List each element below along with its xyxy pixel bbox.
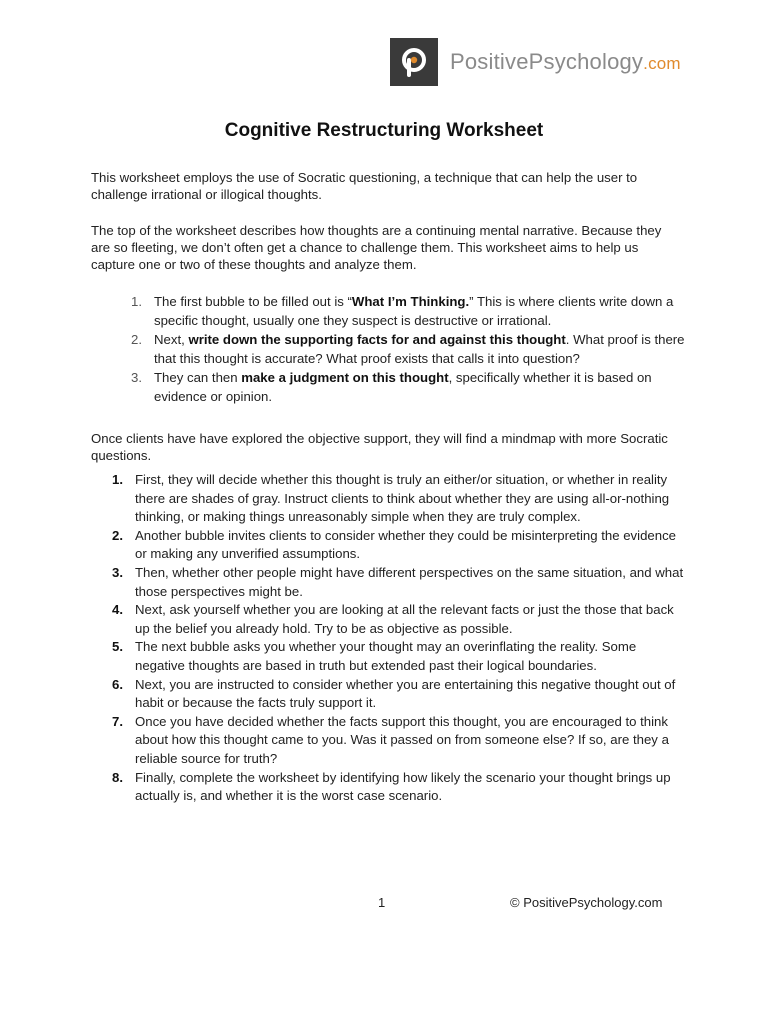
question-number: 1. [112, 472, 123, 487]
step-number: 2. [131, 332, 142, 347]
step-emphasis: What I’m Thinking. [351, 294, 470, 309]
question-item [110, 527, 685, 564]
step-emphasis: write down the supporting facts for and against this thought [188, 332, 566, 347]
step-text: The first bubble to be filled out is “ [154, 294, 352, 309]
question-item [110, 471, 685, 527]
step-text: , specifically whether it is based on evidence or opinion. [154, 370, 652, 404]
question-number: 3. [112, 564, 123, 580]
brand-logo [390, 38, 681, 86]
question-number: 6. [112, 676, 123, 692]
step-item [128, 330, 688, 368]
question-text: First, they will decide whether this thought is truly an either/or situation, or whether in reality there are shades of gray. Instruct clients to think about whether they are using all-or-nothing thinking, or making things unreasonably simple when they are truly complex. [135, 472, 670, 525]
step-item [128, 368, 688, 406]
question-number: 7. [112, 713, 123, 729]
question-text: The next bubble asks you whether your thought may an overinflating the reality. Some negative thoughts are based in truth but extended past their logical boundaries. [135, 639, 637, 673]
step-number: 3. [131, 370, 142, 385]
question-text: Once you have decided whether the facts support this thought, you are encouraged to think about how this thought came to you. Was it passed on from someone else? If so, are they a reliable source for truth? [135, 713, 669, 766]
question-item [110, 676, 685, 713]
questions-list [110, 471, 685, 806]
step-text: Next, [154, 332, 189, 347]
question-number: 2. [112, 527, 123, 543]
page-title: Cognitive Restructuring Worksheet [224, 120, 544, 141]
brand-suffix: .com [643, 54, 681, 73]
brand-name: PositivePsychology [450, 49, 644, 74]
question-text: Next, you are instructed to consider whether you are entertaining this negative thought out of habit or because the facts truly support it. [135, 676, 676, 711]
step-emphasis: make a judgment on this thought [241, 370, 449, 385]
intro-paragraph: The top of the worksheet describes how thoughts are a continuing mental narrative. Because they are so fleeting, we don’t often get a chance to challenge them. This worksheet aims to help us capture one or two of these thoughts and analyze them. [91, 223, 662, 272]
page-number: 1 [378, 895, 386, 910]
footer-copyright: © PositivePsychology.com [510, 895, 663, 910]
positive-psychology-logo-icon [390, 38, 438, 86]
step-text: ” This is where clients write down a specific thought, usually one they suspect is destructive or irrational. [154, 294, 674, 328]
step-text: They can then [154, 370, 242, 385]
question-item [110, 601, 685, 638]
question-text: Finally, complete the worksheet by identifying how likely the scenario your thought brings up actually is, and whether it is the worst case scenario. [135, 769, 671, 804]
question-item [110, 638, 685, 675]
steps-list [128, 292, 688, 406]
question-text: Then, whether other people might have different perspectives on the same situation, and what those perspectives might be. [135, 564, 684, 599]
mindmap-intro-paragraph: Once clients have have explored the objective support, they will find a mindmap with more Socratic questions. [91, 431, 668, 463]
question-item [110, 769, 685, 806]
question-item [110, 713, 685, 769]
step-text: . What proof is there that this thought is accurate? What proof exists that calls it into question? [154, 332, 685, 366]
question-item [110, 564, 685, 601]
brand-wordmark [450, 49, 681, 75]
step-item [128, 292, 688, 330]
intro-paragraph: This worksheet employs the use of Socratic questioning, a technique that can help the user to challenge irrational or illogical thoughts. [91, 170, 638, 202]
question-text: Another bubble invites clients to consider whether they could be misinterpreting the evidence or making any unverified assumptions. [135, 527, 677, 562]
question-number: 5. [112, 639, 123, 655]
question-text: Next, ask yourself whether you are looking at all the relevant facts or just the those that back up the belief you already hold. Try to be as objective as possible. [135, 602, 674, 636]
step-number: 1. [131, 294, 142, 309]
question-number: 8. [112, 769, 123, 785]
question-number: 4. [112, 602, 123, 618]
